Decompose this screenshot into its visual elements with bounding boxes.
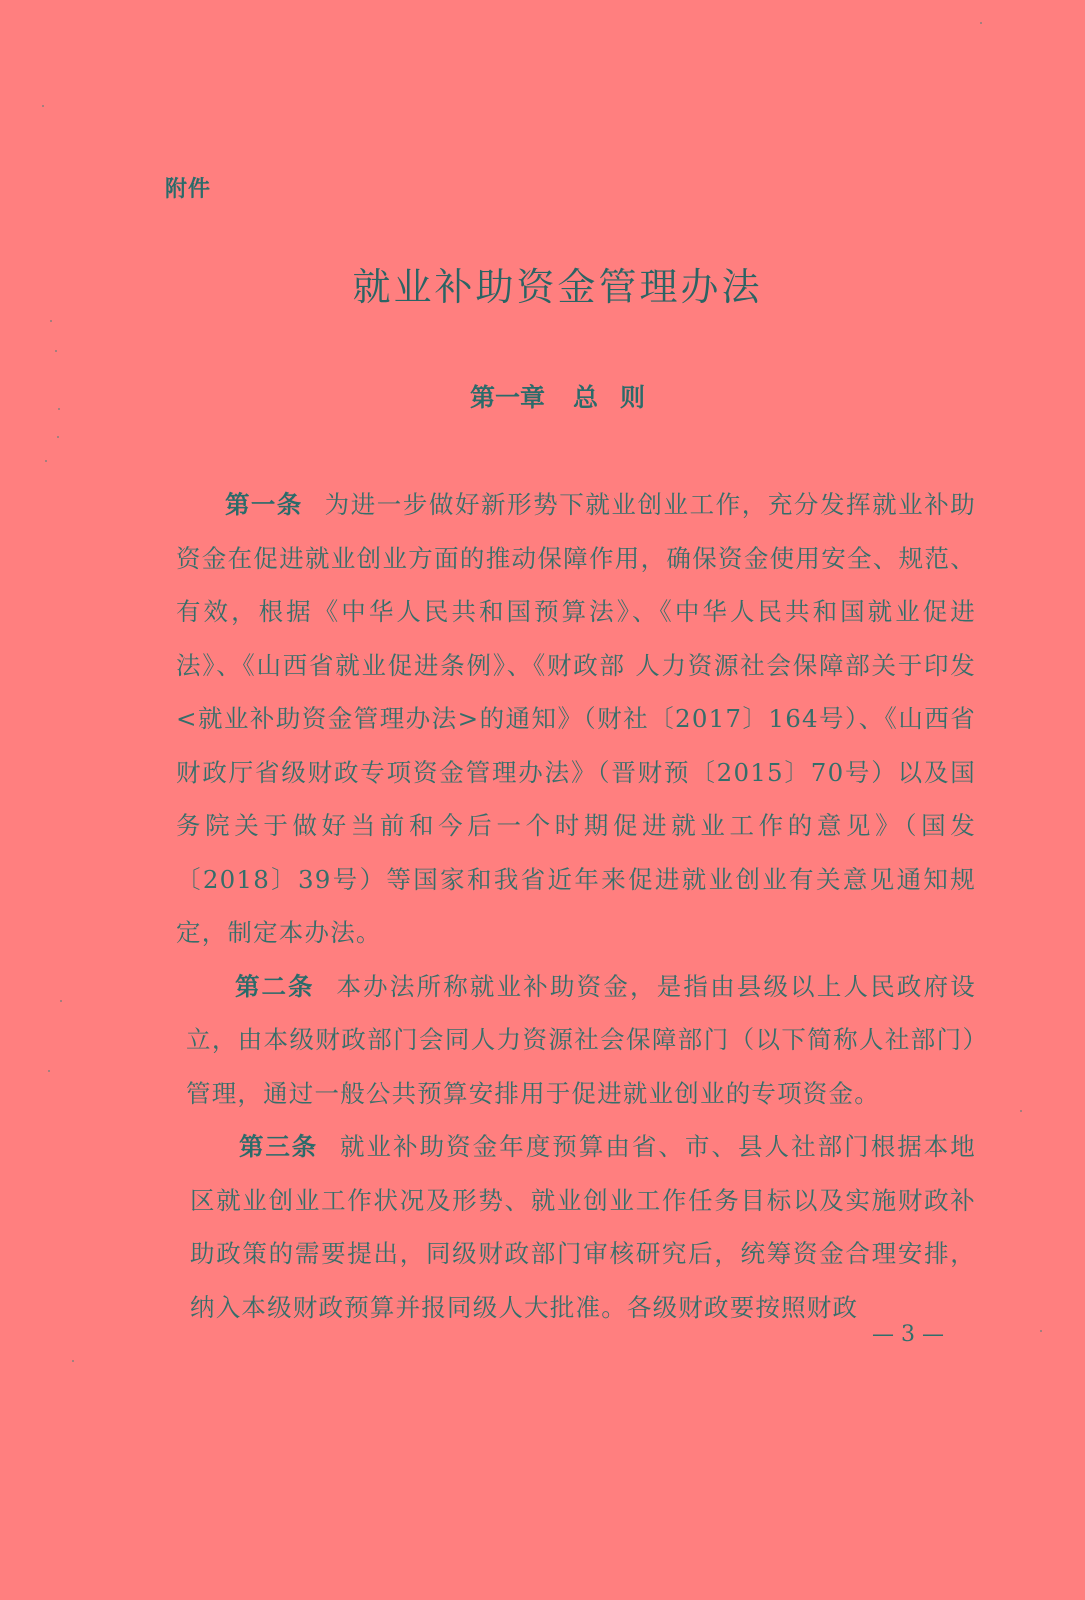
scan-speck [42, 105, 44, 107]
article-label: 第一条 [225, 490, 303, 519]
scan-speck [980, 22, 982, 24]
scan-speck [1040, 1330, 1042, 1332]
article-1 [176, 478, 976, 960]
scan-speck [1020, 1110, 1022, 1112]
scan-speck [60, 1000, 62, 1002]
article-text: 为进一步做好新形势下就业创业工作，充分发挥就业补助资金在促进就业创业方面的推动保障作用，确保资金使用安全、规范、有效，根据《中华人民共和国预算法》、《中华人民共和国就业促进法》、《山西省就业促进条例》、《财政部 人力资源社会保障部关于印发<就业补助资金管理办法>的通知》（财社〔2017〕164号）、《山西省财政厅省级财政专项资金管理办法》（晋财预〔2015〕70号）以及国务院关于做好当前和今后一个时期促进就业工作的意见》（国发〔2018〕39号）等国家和我省近年来促进就业创业有关意见通知规定，制定本办法。 [176, 490, 977, 947]
scan-speck [50, 320, 52, 322]
scan-speck [57, 436, 59, 438]
scan-speck [48, 1070, 50, 1072]
article-label: 第二条 [235, 971, 315, 1001]
article-text: 本办法所称就业补助资金，是指由县级以上人民政府设立，由本级财政部门会同人力资源社会保障部门（以下简称人社部门）管理，通过一般公共预算安排用于促进就业创业的专项资金。 [186, 971, 976, 1108]
chapter-number: 第一章 [469, 383, 545, 412]
chapter-title [0, 378, 1085, 414]
scan-speck [55, 350, 57, 352]
document-title: 就业补助资金管理办法 [352, 265, 763, 309]
scan-speck [72, 1360, 74, 1362]
scan-speck [58, 408, 60, 410]
article-2 [176, 960, 976, 1121]
article-3 [176, 1120, 976, 1334]
scan-speck [45, 460, 47, 462]
attachment-label: 附件 [165, 177, 212, 202]
article-label: 第三条 [239, 1132, 319, 1161]
document-body [176, 478, 976, 1334]
chapter-name-part2: 则 [620, 383, 646, 412]
article-text: 就业补助资金年度预算由省、市、县人社部门根据本地区就业创业工作状况及形势、就业创业工作任务目标以及实施财政补助政策的需要提出，同级财政部门审核研究后，统筹资金合理安排，纳入本级财政预算并报同级人大批准。各级财政要按照财政 [190, 1132, 976, 1322]
page-number: — 3 — [872, 1322, 944, 1347]
chapter-name-part1: 总 [572, 383, 598, 412]
